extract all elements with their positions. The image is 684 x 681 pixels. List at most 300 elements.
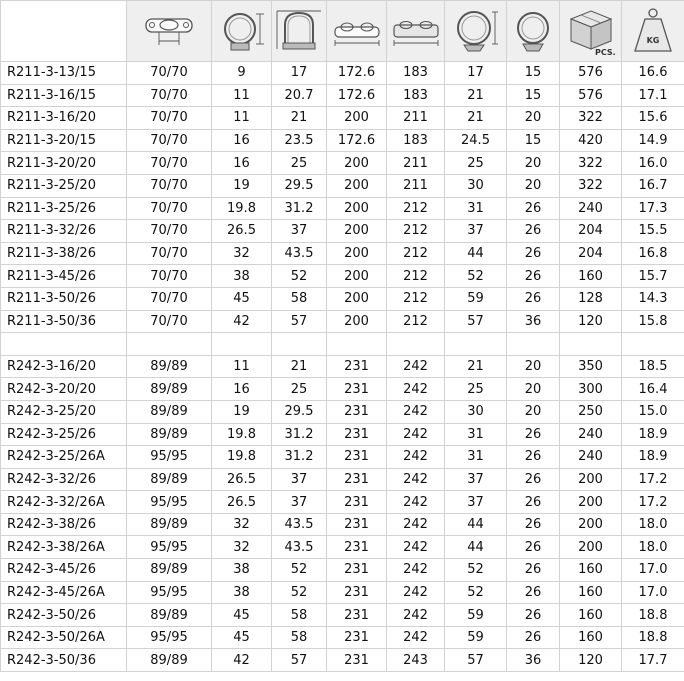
table-cell: 16.6 <box>622 62 684 85</box>
table-cell: 212 <box>387 310 445 333</box>
table-cell: 231 <box>327 649 387 672</box>
table-cell: 32 <box>212 242 272 265</box>
table-cell: 42 <box>212 649 272 672</box>
table-cell: 20 <box>507 400 560 423</box>
table-cell: 26.5 <box>212 468 272 491</box>
table-cell: 11 <box>212 84 272 107</box>
separator-cell <box>507 333 560 356</box>
model-code-cell: R242-3-38/26A <box>1 536 127 559</box>
table-cell: 16.8 <box>622 242 684 265</box>
table-cell: 243 <box>387 649 445 672</box>
table-cell: 37 <box>272 491 327 514</box>
table-cell: 21 <box>445 355 507 378</box>
table-cell: 18.9 <box>622 446 684 469</box>
table-cell: 24.5 <box>445 129 507 152</box>
table-cell: 211 <box>387 107 445 130</box>
table-cell: 70/70 <box>127 310 212 333</box>
table-cell: 20.7 <box>272 84 327 107</box>
table-row <box>1 242 684 265</box>
table-cell: 37 <box>445 220 507 243</box>
table-cell: 160 <box>560 626 622 649</box>
table-cell: 240 <box>560 446 622 469</box>
base-plate-length-icon <box>390 5 442 57</box>
header-col-3 <box>272 1 327 62</box>
table-cell: 300 <box>560 378 622 401</box>
table-cell: 16 <box>212 378 272 401</box>
ring-spacing-icon <box>507 5 559 57</box>
table-row <box>1 581 684 604</box>
table-cell: 26 <box>507 423 560 446</box>
table-cell: 200 <box>327 220 387 243</box>
table-cell: 70/70 <box>127 107 212 130</box>
separator-cell <box>272 333 327 356</box>
separator-cell <box>560 333 622 356</box>
table-cell: 15 <box>507 62 560 85</box>
group-separator-row <box>1 333 684 356</box>
table-cell: 19.8 <box>212 197 272 220</box>
table-cell: 17.2 <box>622 491 684 514</box>
table-cell: 200 <box>327 197 387 220</box>
round-ring-diameter-icon <box>216 5 268 57</box>
table-cell: 37 <box>272 468 327 491</box>
table-cell: 44 <box>445 536 507 559</box>
table-cell: 16.4 <box>622 378 684 401</box>
model-code-cell: R242-3-45/26 <box>1 559 127 582</box>
table-cell: 52 <box>445 265 507 288</box>
separator-cell <box>387 333 445 356</box>
table-cell: 26.5 <box>212 220 272 243</box>
table-cell: 32 <box>212 513 272 536</box>
table-cell: 37 <box>272 220 327 243</box>
separator-cell <box>445 333 507 356</box>
table-cell: 25 <box>445 152 507 175</box>
table-cell: 242 <box>387 559 445 582</box>
table-cell: 89/89 <box>127 649 212 672</box>
table-cell: 89/89 <box>127 513 212 536</box>
table-cell: 37 <box>445 491 507 514</box>
table-cell: 18.0 <box>622 513 684 536</box>
table-cell: 231 <box>327 626 387 649</box>
ring-inner-size-icon <box>450 5 502 57</box>
carton-pcs-icon <box>565 5 617 57</box>
d-ring-height-icon <box>273 5 325 57</box>
table-cell: 38 <box>212 559 272 582</box>
header-col-5 <box>387 1 445 62</box>
table-row <box>1 491 684 514</box>
table-cell: 70/70 <box>127 220 212 243</box>
kg-icon-text: KG <box>646 36 660 45</box>
model-code-cell: R242-3-50/26A <box>1 626 127 649</box>
table-cell: 58 <box>272 287 327 310</box>
table-row <box>1 174 684 197</box>
table-cell: 242 <box>387 626 445 649</box>
table-cell: 20 <box>507 355 560 378</box>
table-row <box>1 446 684 469</box>
table-cell: 322 <box>560 174 622 197</box>
table-cell: 58 <box>272 626 327 649</box>
table-cell: 16.7 <box>622 174 684 197</box>
table-cell: 19 <box>212 174 272 197</box>
table-cell: 30 <box>445 174 507 197</box>
table-cell: 57 <box>272 310 327 333</box>
table-row <box>1 400 684 423</box>
table-cell: 31.2 <box>272 446 327 469</box>
table-cell: 29.5 <box>272 174 327 197</box>
table-cell: 16.0 <box>622 152 684 175</box>
table-cell: 38 <box>212 581 272 604</box>
table-cell: 70/70 <box>127 265 212 288</box>
table-cell: 576 <box>560 84 622 107</box>
table-cell: 19.8 <box>212 446 272 469</box>
table-cell: 95/95 <box>127 581 212 604</box>
table-cell: 18.9 <box>622 423 684 446</box>
table-cell: 95/95 <box>127 491 212 514</box>
table-cell: 204 <box>560 242 622 265</box>
table-cell: 120 <box>560 310 622 333</box>
table-cell: 70/70 <box>127 129 212 152</box>
table-cell: 14.9 <box>622 129 684 152</box>
table-row <box>1 310 684 333</box>
table-cell: 200 <box>327 174 387 197</box>
table-cell: 231 <box>327 468 387 491</box>
header-blank-cell <box>1 1 127 62</box>
model-code-cell: R242-3-32/26 <box>1 468 127 491</box>
table-cell: 26 <box>507 265 560 288</box>
table-cell: 160 <box>560 265 622 288</box>
table-cell: 15 <box>507 129 560 152</box>
table-cell: 211 <box>387 174 445 197</box>
table-cell: 26 <box>507 536 560 559</box>
table-cell: 26 <box>507 468 560 491</box>
table-cell: 26 <box>507 559 560 582</box>
table-cell: 45 <box>212 287 272 310</box>
model-code-cell: R211-3-25/26 <box>1 197 127 220</box>
table-cell: 70/70 <box>127 84 212 107</box>
table-row <box>1 559 684 582</box>
table-cell: 89/89 <box>127 378 212 401</box>
table-cell: 231 <box>327 536 387 559</box>
table-cell: 212 <box>387 242 445 265</box>
model-code-cell: R242-3-25/26 <box>1 423 127 446</box>
table-row <box>1 62 684 85</box>
table-cell: 18.8 <box>622 626 684 649</box>
table-cell: 57 <box>272 649 327 672</box>
header-col-7 <box>507 1 560 62</box>
table-cell: 21 <box>445 107 507 130</box>
table-cell: 11 <box>212 355 272 378</box>
table-row <box>1 423 684 446</box>
table-cell: 21 <box>445 84 507 107</box>
table-cell: 26 <box>507 513 560 536</box>
table-cell: 15.7 <box>622 265 684 288</box>
table-cell: 23.5 <box>272 129 327 152</box>
table-cell: 242 <box>387 536 445 559</box>
table-cell: 25 <box>272 378 327 401</box>
table-cell: 52 <box>272 559 327 582</box>
table-cell: 70/70 <box>127 152 212 175</box>
separator-cell <box>1 333 127 356</box>
table-cell: 242 <box>387 491 445 514</box>
table-cell: 15.0 <box>622 400 684 423</box>
model-code-cell: R211-3-25/20 <box>1 174 127 197</box>
table-cell: 242 <box>387 378 445 401</box>
table-cell: 89/89 <box>127 355 212 378</box>
table-cell: 212 <box>387 197 445 220</box>
mechanism-length-icon <box>331 5 383 57</box>
separator-cell <box>127 333 212 356</box>
header-col-6 <box>445 1 507 62</box>
table-cell: 15.6 <box>622 107 684 130</box>
table-cell: 20 <box>507 174 560 197</box>
table-cell: 16 <box>212 129 272 152</box>
table-cell: 200 <box>560 491 622 514</box>
table-cell: 200 <box>327 107 387 130</box>
table-cell: 21 <box>272 355 327 378</box>
table-row <box>1 513 684 536</box>
table-cell: 231 <box>327 378 387 401</box>
table-cell: 211 <box>387 152 445 175</box>
table-cell: 322 <box>560 152 622 175</box>
table-cell: 21 <box>272 107 327 130</box>
table-cell: 172.6 <box>327 62 387 85</box>
table-cell: 183 <box>387 129 445 152</box>
table-cell: 17.0 <box>622 559 684 582</box>
table-cell: 172.6 <box>327 129 387 152</box>
table-cell: 59 <box>445 604 507 627</box>
table-cell: 17 <box>445 62 507 85</box>
table-cell: 231 <box>327 491 387 514</box>
table-cell: 242 <box>387 400 445 423</box>
model-code-cell: R242-3-45/26A <box>1 581 127 604</box>
table-row <box>1 107 684 130</box>
model-code-cell: R211-3-38/26 <box>1 242 127 265</box>
table-cell: 36 <box>507 649 560 672</box>
table-cell: 231 <box>327 559 387 582</box>
table-row <box>1 287 684 310</box>
table-cell: 30 <box>445 400 507 423</box>
table-cell: 52 <box>445 559 507 582</box>
header-col-8 <box>560 1 622 62</box>
table-cell: 15.8 <box>622 310 684 333</box>
table-cell: 95/95 <box>127 536 212 559</box>
table-cell: 26 <box>507 242 560 265</box>
table-cell: 89/89 <box>127 423 212 446</box>
model-code-cell: R242-3-38/26 <box>1 513 127 536</box>
table-cell: 31.2 <box>272 423 327 446</box>
table-cell: 20 <box>507 107 560 130</box>
table-cell: 31 <box>445 197 507 220</box>
table-cell: 231 <box>327 355 387 378</box>
table-cell: 200 <box>327 287 387 310</box>
model-code-cell: R211-3-45/26 <box>1 265 127 288</box>
table-cell: 200 <box>560 513 622 536</box>
table-cell: 576 <box>560 62 622 85</box>
table-cell: 19.8 <box>212 423 272 446</box>
separator-cell <box>212 333 272 356</box>
table-cell: 200 <box>560 468 622 491</box>
table-cell: 212 <box>387 265 445 288</box>
header-col-9 <box>622 1 684 62</box>
table-cell: 57 <box>445 310 507 333</box>
table-cell: 231 <box>327 581 387 604</box>
table-cell: 43.5 <box>272 536 327 559</box>
table-cell: 231 <box>327 513 387 536</box>
table-cell: 17.1 <box>622 84 684 107</box>
table-cell: 120 <box>560 649 622 672</box>
table-cell: 26 <box>507 604 560 627</box>
table-cell: 26 <box>507 197 560 220</box>
model-code-cell: R242-3-50/36 <box>1 649 127 672</box>
header-col-2 <box>212 1 272 62</box>
table-cell: 31.2 <box>272 197 327 220</box>
table-cell: 26 <box>507 446 560 469</box>
table-cell: 89/89 <box>127 559 212 582</box>
table-cell: 9 <box>212 62 272 85</box>
table-cell: 70/70 <box>127 197 212 220</box>
table-cell: 26 <box>507 220 560 243</box>
model-code-cell: R211-3-16/15 <box>1 84 127 107</box>
table-cell: 89/89 <box>127 400 212 423</box>
table-cell: 212 <box>387 220 445 243</box>
pcs-icon-text: PCS. <box>594 48 616 57</box>
table-cell: 17 <box>272 62 327 85</box>
table-cell: 200 <box>327 265 387 288</box>
model-code-cell: R211-3-50/36 <box>1 310 127 333</box>
table-row <box>1 468 684 491</box>
table-cell: 59 <box>445 287 507 310</box>
table-cell: 70/70 <box>127 242 212 265</box>
separator-cell <box>327 333 387 356</box>
header-col-4 <box>327 1 387 62</box>
model-code-cell: R242-3-25/26A <box>1 446 127 469</box>
model-code-cell: R211-3-50/26 <box>1 287 127 310</box>
model-code-cell: R242-3-25/20 <box>1 400 127 423</box>
table-cell: 17.7 <box>622 649 684 672</box>
table-cell: 26 <box>507 581 560 604</box>
header-col-1 <box>127 1 212 62</box>
table-cell: 160 <box>560 604 622 627</box>
table-cell: 42 <box>212 310 272 333</box>
table-row <box>1 265 684 288</box>
table-cell: 200 <box>327 242 387 265</box>
table-row <box>1 378 684 401</box>
table-cell: 25 <box>272 152 327 175</box>
table-cell: 20 <box>507 378 560 401</box>
table-cell: 240 <box>560 197 622 220</box>
table-cell: 19 <box>212 400 272 423</box>
ring-base-plate-icon <box>143 5 195 57</box>
table-cell: 52 <box>272 265 327 288</box>
table-cell: 52 <box>272 581 327 604</box>
table-cell: 45 <box>212 626 272 649</box>
table-cell: 231 <box>327 446 387 469</box>
table-cell: 212 <box>387 287 445 310</box>
model-code-cell: R211-3-20/20 <box>1 152 127 175</box>
table-cell: 32 <box>212 536 272 559</box>
table-row <box>1 220 684 243</box>
table-cell: 31 <box>445 446 507 469</box>
table-cell: 31 <box>445 423 507 446</box>
table-cell: 242 <box>387 423 445 446</box>
table-cell: 18.0 <box>622 536 684 559</box>
table-cell: 183 <box>387 62 445 85</box>
table-cell: 29.5 <box>272 400 327 423</box>
table-cell: 38 <box>212 265 272 288</box>
table-cell: 17.3 <box>622 197 684 220</box>
table-cell: 37 <box>445 468 507 491</box>
table-cell: 200 <box>327 152 387 175</box>
table-cell: 200 <box>327 310 387 333</box>
weight-kg-icon <box>627 5 679 57</box>
model-code-cell: R242-3-20/20 <box>1 378 127 401</box>
table-cell: 44 <box>445 242 507 265</box>
table-row <box>1 649 684 672</box>
model-code-cell: R211-3-16/20 <box>1 107 127 130</box>
model-code-cell: R242-3-32/26A <box>1 491 127 514</box>
table-cell: 242 <box>387 604 445 627</box>
table-cell: 44 <box>445 513 507 536</box>
table-cell: 231 <box>327 604 387 627</box>
table-cell: 89/89 <box>127 604 212 627</box>
table-cell: 200 <box>560 536 622 559</box>
table-cell: 242 <box>387 581 445 604</box>
table-cell: 242 <box>387 468 445 491</box>
table-cell: 43.5 <box>272 513 327 536</box>
table-cell: 18.5 <box>622 355 684 378</box>
table-cell: 25 <box>445 378 507 401</box>
table-row <box>1 536 684 559</box>
table-cell: 242 <box>387 446 445 469</box>
table-cell: 95/95 <box>127 626 212 649</box>
table-cell: 420 <box>560 129 622 152</box>
table-cell: 322 <box>560 107 622 130</box>
table-cell: 17.0 <box>622 581 684 604</box>
table-cell: 52 <box>445 581 507 604</box>
separator-cell <box>622 333 684 356</box>
table-cell: 160 <box>560 559 622 582</box>
model-code-cell: R242-3-50/26 <box>1 604 127 627</box>
model-code-cell: R242-3-16/20 <box>1 355 127 378</box>
table-cell: 43.5 <box>272 242 327 265</box>
table-row <box>1 129 684 152</box>
table-cell: 17.2 <box>622 468 684 491</box>
table-cell: 59 <box>445 626 507 649</box>
table-cell: 57 <box>445 649 507 672</box>
model-code-cell: R211-3-20/15 <box>1 129 127 152</box>
table-cell: 250 <box>560 400 622 423</box>
table-cell: 70/70 <box>127 174 212 197</box>
table-cell: 70/70 <box>127 287 212 310</box>
model-code-cell: R211-3-32/26 <box>1 220 127 243</box>
model-code-cell: R211-3-13/15 <box>1 62 127 85</box>
table-cell: 20 <box>507 152 560 175</box>
table-row <box>1 355 684 378</box>
table-cell: 172.6 <box>327 84 387 107</box>
table-cell: 350 <box>560 355 622 378</box>
table-cell: 36 <box>507 310 560 333</box>
table-cell: 183 <box>387 84 445 107</box>
table-cell: 45 <box>212 604 272 627</box>
table-cell: 26 <box>507 287 560 310</box>
table-row <box>1 84 684 107</box>
table-cell: 95/95 <box>127 446 212 469</box>
table-cell: 26.5 <box>212 491 272 514</box>
table-cell: 26 <box>507 491 560 514</box>
table-cell: 231 <box>327 423 387 446</box>
table-cell: 204 <box>560 220 622 243</box>
table-row <box>1 197 684 220</box>
table-cell: 242 <box>387 513 445 536</box>
